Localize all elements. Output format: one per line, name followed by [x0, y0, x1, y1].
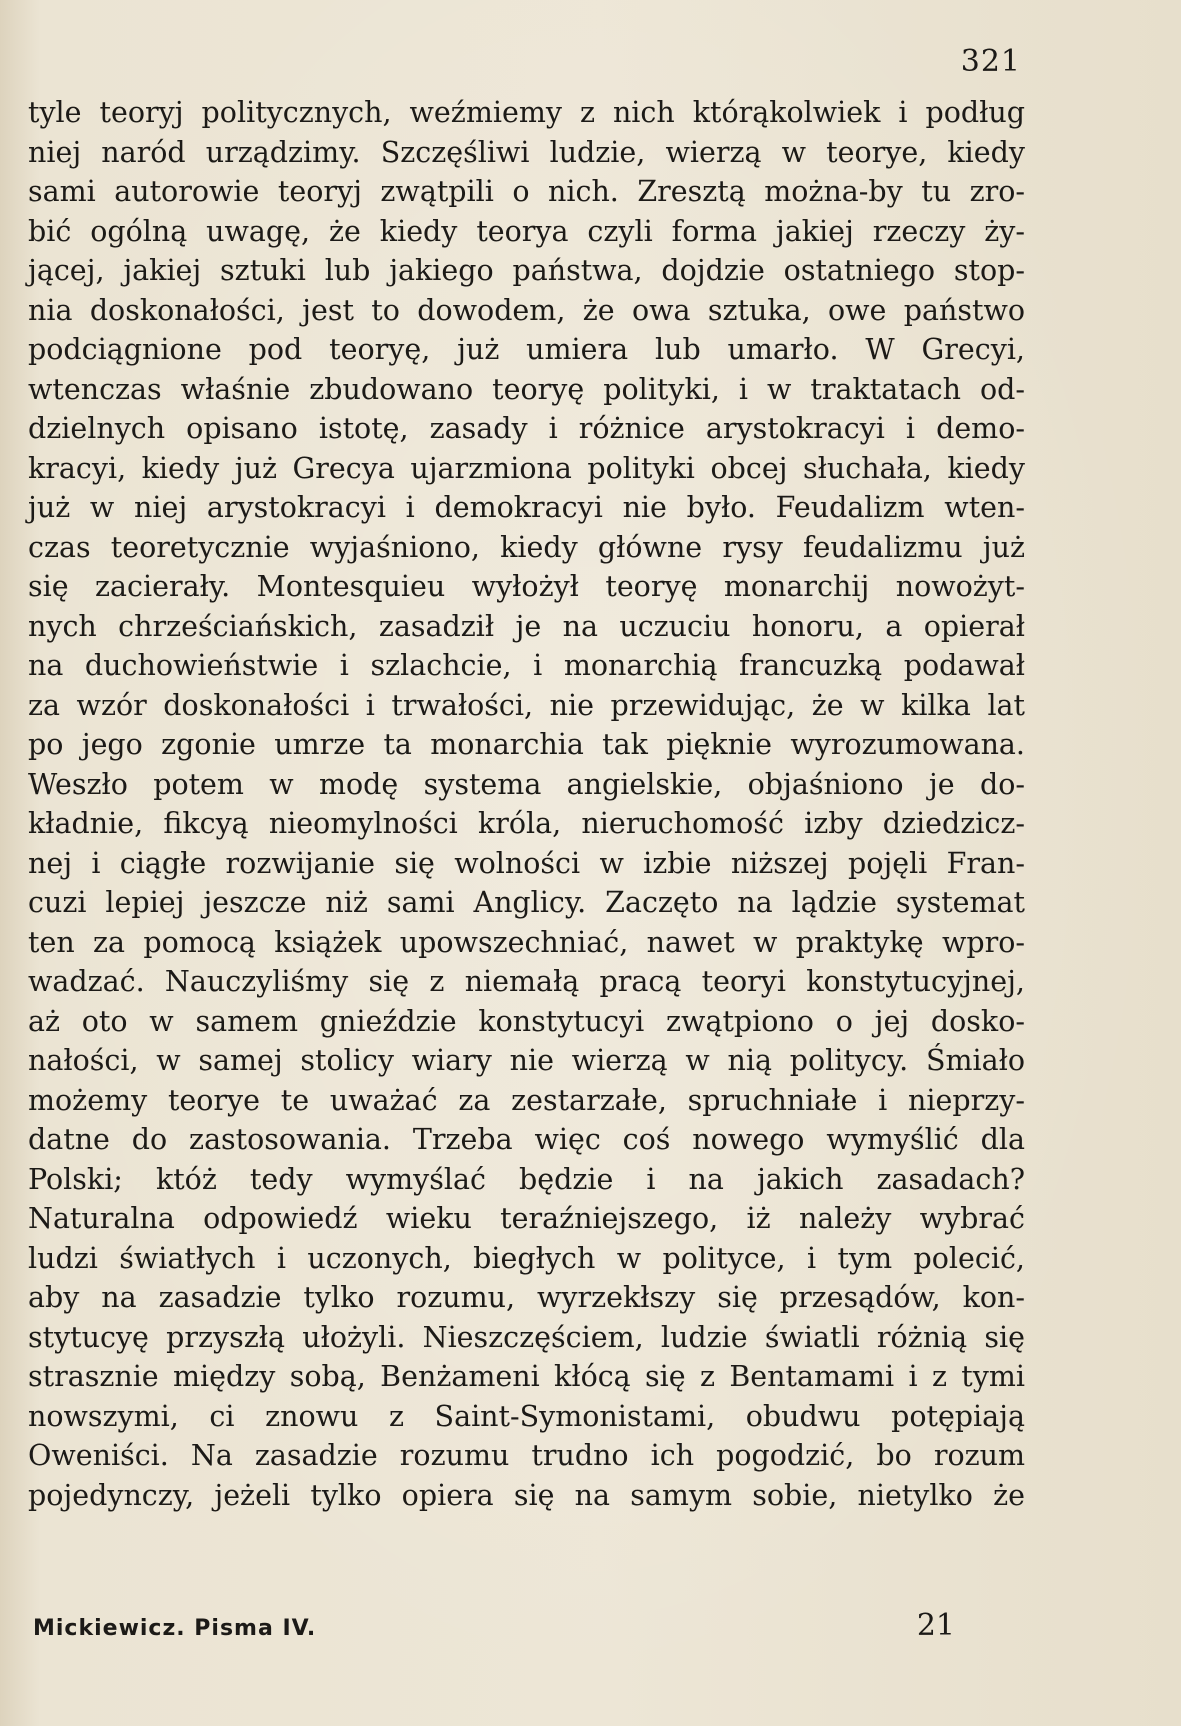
text-line: niej naród urządzimy. Szczęśliwi ludzie, wierzą w teorye, kiedy [28, 135, 1025, 169]
text-line: wadzać. Nauczyliśmy się z niemałą pracą teoryi konstytucyjnej, [28, 965, 1025, 998]
text-line: Naturalna odpowiedź wieku teraźniejszego, iż należy wybrać [28, 1202, 1025, 1235]
text-line: sami autorowie teoryj zwątpili o nich. Zresztą można-by tu zro- [28, 175, 1025, 208]
text-line: ludzi światłych i uczonych, biegłych w polityce, i tym polecić, [28, 1241, 1025, 1275]
text-line: ten za pomocą książek upowszechniać, nawet w praktykę wpro- [28, 925, 1025, 959]
page-number: 321 [960, 44, 1021, 79]
text-line: wtenczas właśnie zbudowano teoryę polityki, i w traktatach od- [28, 372, 1025, 406]
text-line: się zacierały. Montesquieu wyłożył teoryę monarchij nowożyt- [28, 570, 1025, 603]
text-line: czas teoretycznie wyjaśniono, kiedy główne rysy feudalizmu już [28, 530, 1025, 564]
text-line: Weszło potem w modę systema angielskie, objaśniono je do- [28, 767, 1025, 801]
text-line: nej i ciągłe rozwijanie się wolności w izbie niższej pojęli Fran- [28, 846, 1025, 880]
text-line: za wzór doskonałości i trwałości, nie przewidując, że w kilka lat [28, 688, 1025, 722]
text-line: strasznie między sobą, Benżameni kłócą się z Bentamami i z tymi [28, 1360, 1025, 1393]
text-line: datne do zastosowania. Trzeba więc coś nowego wymyślić dla [28, 1123, 1025, 1156]
text-line: po jego zgonie umrze ta monarchia tak pięknie wyrozumowana. [28, 728, 1025, 761]
text-line: nia doskonałości, jest to dowodem, że owa sztuka, owe państwo [28, 293, 1025, 327]
text-line: bić ogólną uwagę, że kiedy teorya czyli forma jakiej rzeczy ży- [28, 214, 1025, 248]
text-line: kracyi, kiedy już Grecya ujarzmiona polityki obcej słuchała, kiedy [28, 451, 1025, 485]
text-line: dzielnych opisano istotę, zasady i różnice arystokracyi i demo- [28, 412, 1025, 445]
text-line: stytucyę przyszłą ułożyli. Nieszczęściem, ludzie światli różnią się [28, 1320, 1025, 1354]
text-line: Polski; któż tedy wymyślać będzie i na jakich zasadach? [28, 1162, 1025, 1196]
text-line: aby na zasadzie tylko rozumu, wyrzekłszy się przesądów, kon- [28, 1281, 1025, 1314]
footer-author-title: Mickiewicz. Pisma IV. [33, 1616, 317, 1641]
text-line: na duchowieństwie i szlachcie, i monarchią francuzką podawał [28, 649, 1025, 682]
text-line: możemy teorye te uważać za zestarzałe, spruchniałe i nieprzy- [28, 1083, 1025, 1117]
text-line: już w niej arystokracyi i demokracyi nie było. Feudalizm wten- [28, 491, 1025, 524]
page-footer [28, 1608, 955, 1648]
text-line: jącej, jakiej sztuki lub jakiego państwa, dojdzie ostatniego stop- [28, 254, 1025, 287]
body-text [28, 93, 1025, 1515]
text-line: podciągnione pod teoryę, już umiera lub umarło. W Grecyi, [28, 333, 1025, 366]
footer-signature-number: 21 [916, 1608, 955, 1643]
text-line: tyle teoryj politycznych, weźmiemy z nich którąkolwiek i podług [28, 96, 1025, 129]
text-line: kładnie, fikcyą nieomylności króla, nieruchomość izby dziedzicz- [28, 807, 1025, 840]
text-line: nowszymi, ci znowu z Saint-Symonistami, obudwu potępiają [28, 1399, 1025, 1433]
text-line: aż oto w samem gnieździe konstytucyi zwątpiono o jej dosko- [28, 1004, 1025, 1038]
text-line: Oweniści. Na zasadzie rozumu trudno ich pogodzić, bo rozum [28, 1439, 1025, 1472]
text-line: nych chrześciańskich, zasadził je na uczuciu honoru, a opierał [28, 609, 1025, 643]
text-line: cuzi lepiej jeszcze niż sami Anglicy. Zaczęto na lądzie systemat [28, 886, 1025, 919]
text-line: pojedynczy, jeżeli tylko opiera się na samym sobie, nietylko że [28, 1478, 1025, 1512]
text-line: nałości, w samej stolicy wiary nie wierzą w nią politycy. Śmiało [28, 1044, 1025, 1077]
